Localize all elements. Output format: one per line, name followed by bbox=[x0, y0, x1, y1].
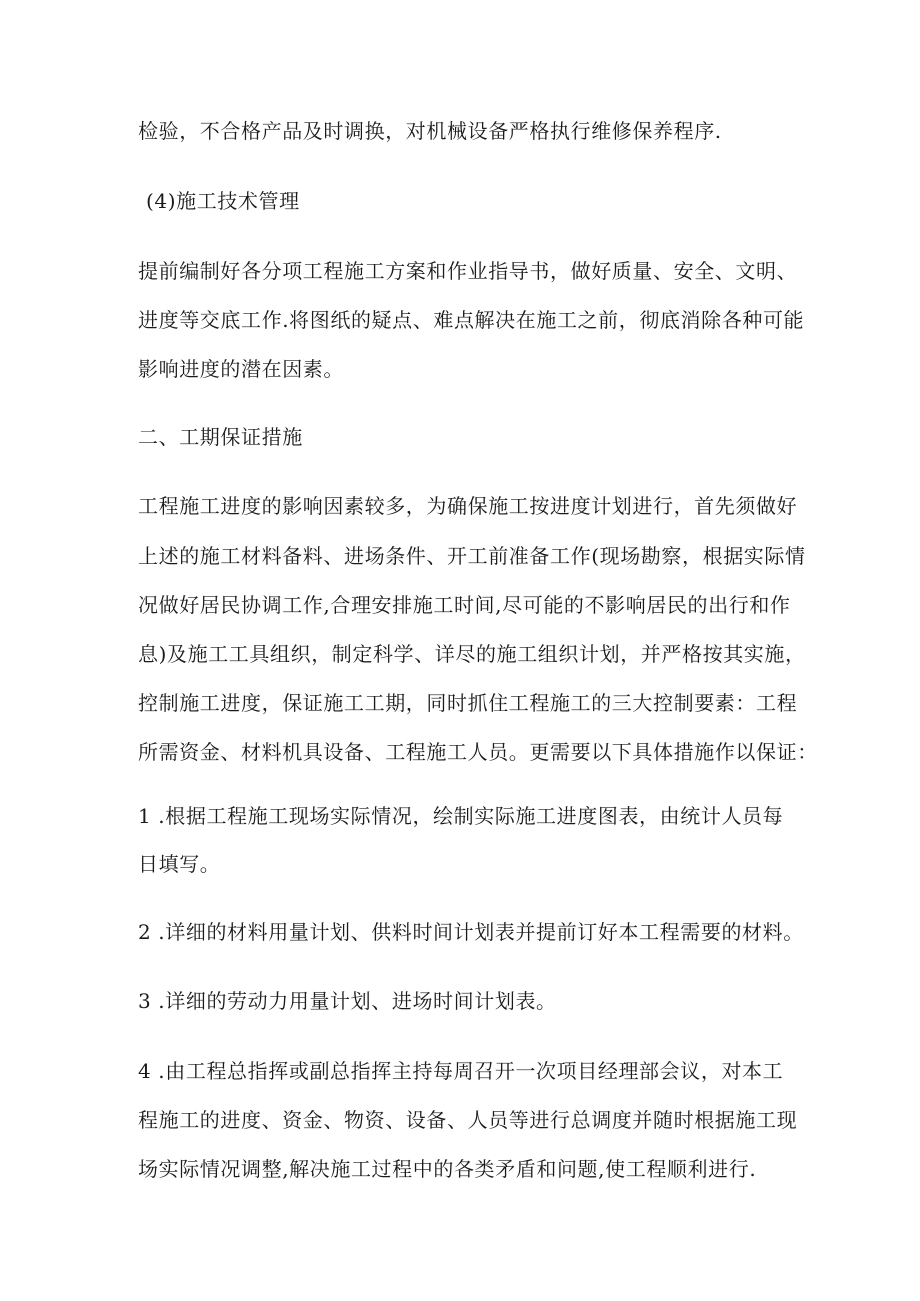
paragraph-line: 上述的施工材料备料、进场条件、开工前准备工作(现场勘察，根据实际情 bbox=[138, 544, 806, 568]
paragraph-line: 所需资金、材料机具设备、工程施工人员。更需要以下具体措施作以保证： bbox=[138, 740, 818, 764]
paragraph-line: 控制施工进度，保证施工工期，同时抓住工程施工的三大控制要素：工程 bbox=[138, 691, 798, 715]
section-heading: 二、工期保证措施 bbox=[138, 425, 303, 449]
list-item-2-line: 2 .详细的材料用量计划、供料时间计划表并提前订好本工程需要的材料。 bbox=[138, 920, 804, 944]
paragraph-line: 息)及施工工具组织，制定科学、详尽的施工组织计划，并严格按其实施， bbox=[138, 642, 806, 666]
paragraph-line: 工程施工进度的影响因素较多，为确保施工按进度计划进行，首先须做好 bbox=[138, 494, 798, 518]
list-item-3-line: 3 .详细的劳动力用量计划、进场时间计划表。 bbox=[138, 989, 557, 1013]
section-heading: (4)施工技术管理 bbox=[146, 189, 300, 213]
list-item-4-line: 4 .由工程总指挥或副总指挥主持每周召开一次项目经理部会议，对本工 bbox=[138, 1059, 784, 1083]
paragraph-line: 况做好居民协调工作,合理安排施工时间,尽可能的不影响居民的出行和作 bbox=[138, 593, 791, 617]
list-item-1-line: 1 .根据工程施工现场实际情况，绘制实际施工进度图表，由统计人员每 bbox=[138, 804, 784, 828]
paragraph-line: 进度等交底工作.将图纸的疑点、难点解决在施工之前，彻底消除各种可能 bbox=[138, 308, 805, 332]
list-item-4-line: 程施工的进度、资金、物资、设备、人员等进行总调度并随时根据施工现 bbox=[138, 1108, 798, 1132]
paragraph-line: 提前编制好各分项工程施工方案和作业指导书，做好质量、安全、文明、 bbox=[138, 259, 798, 283]
list-item-1-line: 日填写。 bbox=[138, 852, 221, 876]
list-item-4-line: 场实际情况调整,解决施工过程中的各类矛盾和问题,使工程顺利进行. bbox=[138, 1157, 757, 1181]
paragraph-line: 检验，不合格产品及时调换，对机械设备严格执行维修保养程序. bbox=[138, 119, 722, 143]
paragraph-line: 影响进度的潜在因素。 bbox=[138, 357, 344, 381]
